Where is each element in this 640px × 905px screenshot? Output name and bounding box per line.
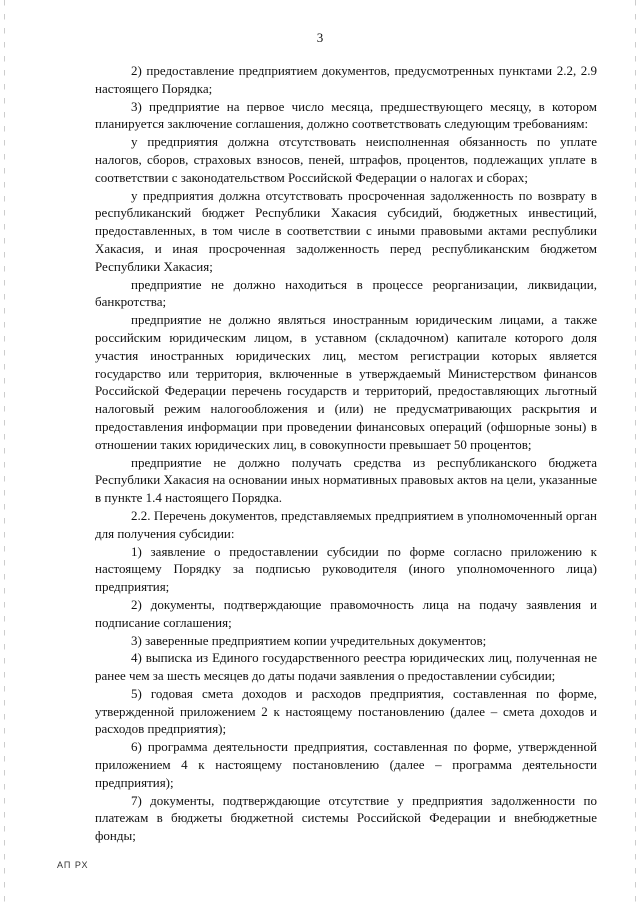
paragraph: предприятие не должно получать средства из республиканского бюджета Республики Хакасия на основании иных нормативных правовых актов на цели, указанные в пункте 1.4 настоящего Порядка. — [95, 454, 597, 506]
paragraph: 5) годовая смета доходов и расходов предприятия, составленная по форме, утвержденной приложением 2 к настоящему постановлению (далее – смета доходов и расходов предприятия); — [95, 685, 597, 737]
paragraph: предприятие не должно являться иностранным юридическим лицами, а также российским юридическим лицом, в уставном (складочном) капитале которого доля участия иностранных юридических лиц, местом регистрации которых является государство или территория, включенные в утверждаемый Министерством финансов Российской Федерации перечень государств и территорий, предоставляющих льготный налоговый режим налогообложения и (или) не предусматривающих раскрытия и предоставления информации при проведении финансовых операций (офшорные зоны) в отношении таких юридических лиц, в совокупности превышает 50 процентов; — [95, 312, 597, 452]
paragraph: 7) документы, подтверждающие отсутствие у предприятия задолженности по платежам в бюджеты бюджетной системы Российской Федерации и внебюджетные фонды; — [95, 792, 597, 844]
paragraph: 4) выписка из Единого государственного реестра юридических лиц, полученная не ранее чем за шесть месяцев до даты подачи заявления о предоставлении субсидии; — [95, 650, 597, 684]
document-body — [95, 62, 597, 845]
footer-mark: АП РХ — [57, 860, 89, 870]
scan-edge-right — [635, 0, 636, 905]
page-number: 3 — [316, 30, 324, 45]
paragraph: 3) заверенные предприятием копии учредительных документов; — [131, 632, 487, 648]
paragraph: 2) предоставление предприятием документов, предусмотренных пунктами 2.2, 2.9 настоящего Порядка; — [95, 63, 597, 96]
paragraph: 6) программа деятельности предприятия, составленная по форме, утвержденной приложением 4 к настоящему постановлению (далее – программа деятельности предприятия); — [95, 739, 597, 790]
scan-edge-left — [4, 0, 5, 905]
paragraph: 3) предприятие на первое число месяца, предшествующего месяцу, в котором планируется заключение соглашения, должно соответствовать следующим требованиям: — [95, 98, 597, 132]
paragraph: 2.2. Перечень документов, представляемых предприятием в уполномоченный орган для получения субсидии: — [95, 507, 597, 541]
paragraph: 2) документы, подтверждающие правомочность лица на подачу заявления и подписание соглашения; — [95, 596, 597, 630]
paragraph: у предприятия должна отсутствовать неисполненная обязанность по уплате налогов, сборов, страховых взносов, пеней, штрафов, процентов, подлежащих уплате в соответствии с законодательством Российской Федерации о налогах и сборах; — [95, 134, 597, 185]
paragraph: 1) заявление о предоставлении субсидии по форме согласно приложению к настоящему Порядку за подписью руководителя (иного уполномоченного лица) предприятия; — [95, 543, 597, 595]
paragraph: у предприятия должна отсутствовать просроченная задолженность по возврату в республиканский бюджет Республики Хакасия субсидий, бюджетных инвестиций, предоставленных, в том числе в соответствии с иными правовыми актами республики Хакасия, и иная просроченная задолженность перед республиканским бюджетом Республики Хакасия; — [95, 187, 597, 274]
paragraph: предприятие не должно находиться в процессе реорганизации, ликвидации, банкротства; — [95, 276, 597, 310]
